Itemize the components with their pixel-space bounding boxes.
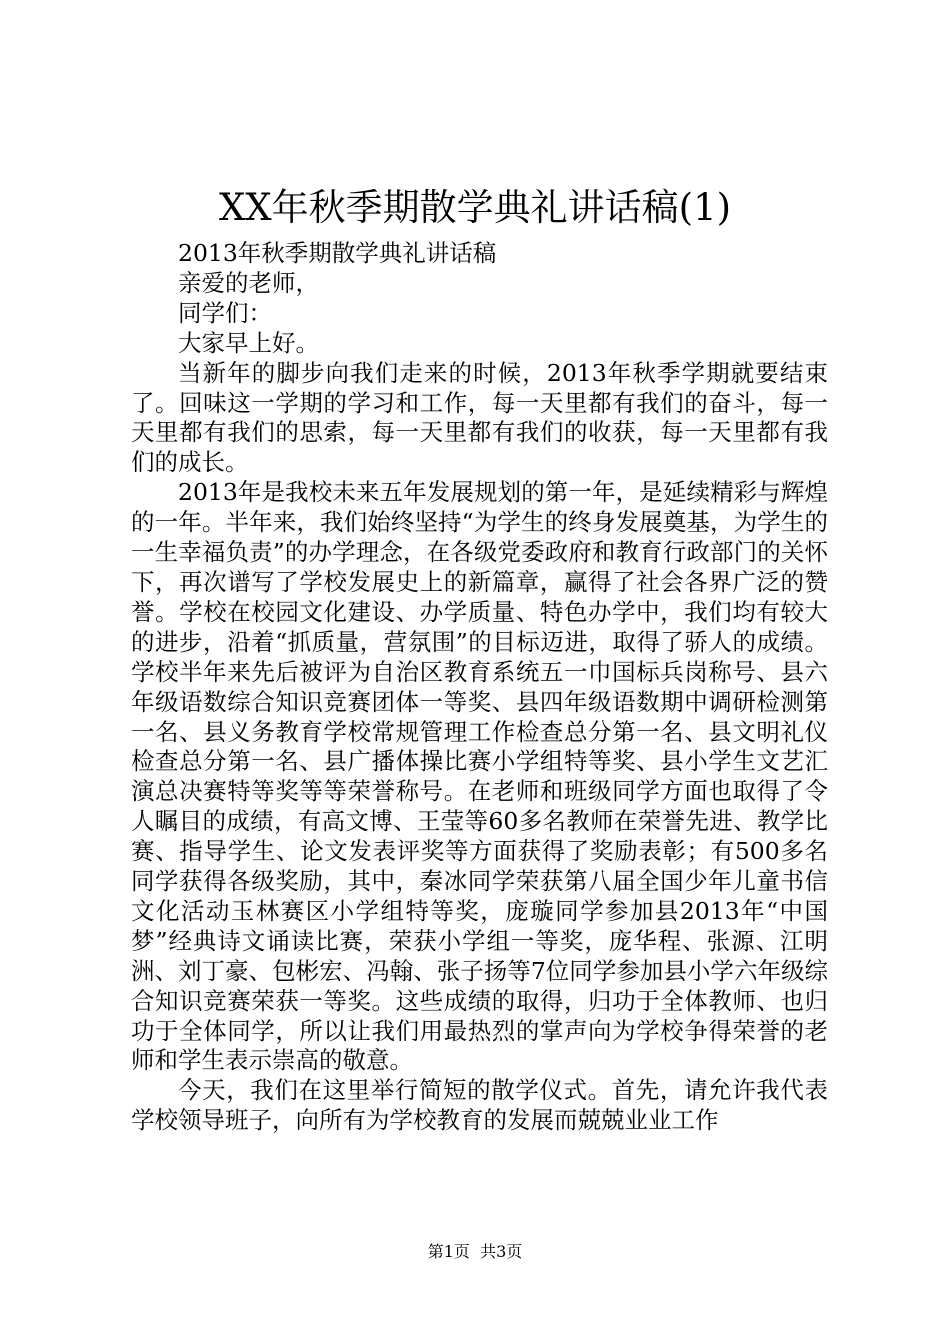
paragraph-salutation-students: 同学们： bbox=[178, 298, 272, 327]
paragraph-greeting: 大家早上好。 bbox=[178, 328, 319, 357]
paragraph-subtitle: 2013年秋季期散学典礼讲话稿 bbox=[178, 239, 497, 267]
page-footer: 第1页 共3页 bbox=[427, 1242, 523, 1261]
paragraph-salutation-teachers: 亲爱的老师， bbox=[178, 268, 319, 297]
document-body bbox=[131, 239, 828, 1136]
paragraph-ceremony: 今天，我们在这里举行简短的散学仪式。首先，请允许我代表学校领导班子，向所有为学校教育的发展而兢兢业业工作 bbox=[131, 1076, 828, 1135]
document-title: XX年秋季期散学典礼讲话稿(1) bbox=[218, 186, 732, 229]
paragraph-achievements: 2013年是我校未来五年发展规划的第一年，是延续精彩与辉煌的一年。半年来，我们始终坚持“为学生的终身发展奠基，为学生的一生幸福负责”的办学理念，在各级党委政府和教育行政部门的关怀下，再次谱写了学校发展史上的新篇章，赢得了社会各界广泛的赞誉。学校在校园文化建设、办学质量、特色办学中，我们均有较大的进步，沿着“抓质量，营氛围”的目标迈进，取得了骄人的成绩。学校半年来先后被评为自治区教育系统五一巾国标兵岗称号、县六年级语数综合知识竞赛团体一等奖、县四年级语数期中调研检测第一名、县义务教育学校常规管理工作检查总分第一名、县文明礼仪检查总分第一名、县广播体操比赛小学组特等奖、县小学生文艺汇演总决赛特等奖等等荣誉称号。在老师和班级同学方面也取得了令人瞩目的成绩，有高文博、王莹等60多名教师在荣誉先进、教学比赛、指导学生、论文发表评奖等方面获得了奖励表彰；有500多名同学获得各级奖励，其中，秦冰同学荣获第八届全国少年儿童书信文化活动玉林赛区小学组特等奖，庞璇同学参加县2013年“中国梦”经典诗文诵读比赛，荣获小学组一等奖，庞华程、张源、江明洲、刘丁豪、包彬宏、冯翰、张子扬等7位同学参加县小学六年级综合知识竞赛荣获一等奖。这些成绩的取得，归功于全体教师、也归功于全体同学，所以让我们用最热烈的掌声向为学校争得荣誉的老师和学生表示崇高的敬意。 bbox=[131, 478, 828, 1075]
paragraph-opening: 当新年的脚步向我们走来的时候，2013年秋季学期就要结束了。回味这一学期的学习和工作，每一天里都有我们的奋斗，每一天里都有我们的思索，每一天里都有我们的收获，每一天里都有我们的成长。 bbox=[131, 358, 828, 477]
